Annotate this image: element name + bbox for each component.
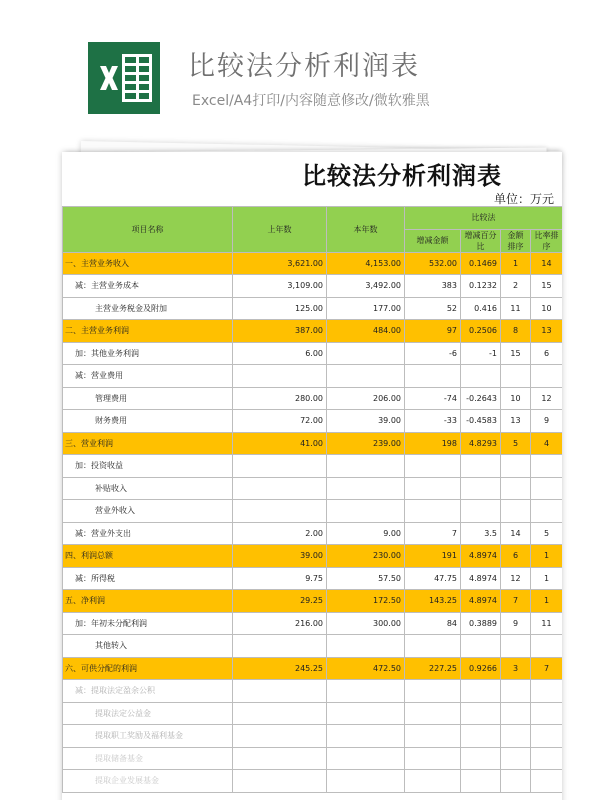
table-row (63, 387, 563, 410)
cell-item-name: 加：年初未分配利润 (63, 612, 233, 635)
cell-item-name: 减：提取法定盈余公积 (63, 680, 233, 703)
cell-change-amount (405, 477, 461, 500)
table-row (63, 522, 563, 545)
cell-change-percent: 0.1469 (461, 252, 501, 275)
cell-change-amount: 532.00 (405, 252, 461, 275)
cell-amount-rank: 1 (501, 252, 531, 275)
table-row (63, 747, 563, 770)
cell-amount-rank: 8 (501, 320, 531, 343)
table-row (63, 770, 563, 793)
page-header (0, 0, 600, 140)
cell-this-year: 472.50 (327, 657, 405, 680)
table-row (63, 410, 563, 433)
cell-item-name: 提取储备基金 (63, 747, 233, 770)
cell-rate-rank: 4 (531, 432, 563, 455)
cell-this-year: 177.00 (327, 297, 405, 320)
cell-change-amount: 143.25 (405, 590, 461, 613)
cell-change-percent: 4.8974 (461, 590, 501, 613)
cell-item-name: 减：主营业务成本 (63, 275, 233, 298)
cell-prev-year (233, 680, 327, 703)
cell-change-amount: 52 (405, 297, 461, 320)
cell-amount-rank (501, 365, 531, 388)
cell-item-name: 其他转入 (63, 635, 233, 658)
cell-prev-year: 9.75 (233, 567, 327, 590)
cell-change-percent (461, 725, 501, 748)
cell-amount-rank: 3 (501, 657, 531, 680)
cell-rate-rank (531, 702, 563, 725)
cell-item-name: 减：营业外支出 (63, 522, 233, 545)
cell-change-amount: 47.75 (405, 567, 461, 590)
col-header-rate-rank: 比率排序 (531, 229, 563, 252)
cell-amount-rank (501, 702, 531, 725)
cell-rate-rank (531, 455, 563, 478)
cell-change-amount: 227.25 (405, 657, 461, 680)
table-row (63, 657, 563, 680)
cell-rate-rank: 13 (531, 320, 563, 343)
cell-item-name: 六、可供分配的利润 (63, 657, 233, 680)
table-row (63, 365, 563, 388)
cell-prev-year (233, 702, 327, 725)
cell-change-percent: 0.3889 (461, 612, 501, 635)
table-row (63, 635, 563, 658)
cell-change-percent (461, 477, 501, 500)
cell-this-year (327, 500, 405, 523)
cell-prev-year: 3,621.00 (233, 252, 327, 275)
cell-change-amount (405, 500, 461, 523)
cell-change-amount: -6 (405, 342, 461, 365)
cell-change-amount (405, 725, 461, 748)
cell-change-percent: -0.4583 (461, 410, 501, 433)
cell-prev-year: 245.25 (233, 657, 327, 680)
cell-this-year: 4,153.00 (327, 252, 405, 275)
cell-change-amount: 191 (405, 545, 461, 568)
cell-this-year: 172.50 (327, 590, 405, 613)
cell-this-year (327, 680, 405, 703)
cell-rate-rank: 14 (531, 252, 563, 275)
cell-amount-rank: 6 (501, 545, 531, 568)
cell-prev-year: 3,109.00 (233, 275, 327, 298)
cell-change-amount (405, 365, 461, 388)
cell-amount-rank: 11 (501, 297, 531, 320)
cell-item-name: 五、净利润 (63, 590, 233, 613)
table-row (63, 432, 563, 455)
cell-rate-rank: 1 (531, 545, 563, 568)
cell-item-name: 减：营业费用 (63, 365, 233, 388)
cell-item-name: 加：其他业务利润 (63, 342, 233, 365)
table-row (63, 477, 563, 500)
cell-item-name: 提取企业发展基金 (63, 770, 233, 793)
cell-change-amount: 97 (405, 320, 461, 343)
cell-change-amount: -33 (405, 410, 461, 433)
cell-this-year (327, 725, 405, 748)
cell-this-year (327, 635, 405, 658)
cell-this-year (327, 702, 405, 725)
table-row (63, 590, 563, 613)
cell-change-percent: 4.8293 (461, 432, 501, 455)
cell-amount-rank (501, 725, 531, 748)
cell-prev-year: 72.00 (233, 410, 327, 433)
unit-label: 单位：万元 (494, 192, 555, 206)
col-header-comparison: 比较法 (405, 207, 563, 230)
cell-change-amount: 84 (405, 612, 461, 635)
cell-prev-year (233, 477, 327, 500)
cell-amount-rank: 15 (501, 342, 531, 365)
cell-this-year (327, 455, 405, 478)
cell-amount-rank (501, 500, 531, 523)
cell-item-name: 提取法定公益金 (63, 702, 233, 725)
cell-item-name: 减：所得税 (63, 567, 233, 590)
cell-this-year: 57.50 (327, 567, 405, 590)
cell-amount-rank: 12 (501, 567, 531, 590)
table-header-row (63, 207, 563, 230)
table-row (63, 342, 563, 365)
cell-prev-year: 6.00 (233, 342, 327, 365)
cell-change-percent (461, 635, 501, 658)
col-header-change-percent: 增减百分比 (461, 229, 501, 252)
cell-rate-rank: 12 (531, 387, 563, 410)
cell-item-name: 营业外收入 (63, 500, 233, 523)
cell-rate-rank (531, 747, 563, 770)
col-header-change-amount: 增减金额 (405, 229, 461, 252)
cell-this-year (327, 365, 405, 388)
cell-item-name: 三、营业利润 (63, 432, 233, 455)
cell-rate-rank: 6 (531, 342, 563, 365)
table-row (63, 702, 563, 725)
cell-change-amount (405, 747, 461, 770)
cell-rate-rank: 15 (531, 275, 563, 298)
table-row (63, 680, 563, 703)
table-row (63, 320, 563, 343)
cell-prev-year: 2.00 (233, 522, 327, 545)
cell-change-percent (461, 747, 501, 770)
cell-amount-rank: 14 (501, 522, 531, 545)
cell-item-name: 提取职工奖励及福利基金 (63, 725, 233, 748)
cell-change-percent (461, 702, 501, 725)
table-row (63, 297, 563, 320)
excel-logo-icon (88, 42, 160, 114)
cell-item-name: 主营业务税金及附加 (63, 297, 233, 320)
cell-prev-year (233, 725, 327, 748)
cell-prev-year (233, 770, 327, 793)
cell-item-name: 四、利润总额 (63, 545, 233, 568)
cell-item-name: 加：投资收益 (63, 455, 233, 478)
cell-this-year: 3,492.00 (327, 275, 405, 298)
cell-amount-rank (501, 635, 531, 658)
cell-amount-rank: 13 (501, 410, 531, 433)
app-subtitle: Excel/A4打印/内容随意修改/微软雅黑 (192, 93, 430, 109)
cell-change-percent: 0.2506 (461, 320, 501, 343)
cell-change-amount (405, 635, 461, 658)
cell-rate-rank (531, 680, 563, 703)
cell-change-amount (405, 680, 461, 703)
cell-this-year (327, 477, 405, 500)
cell-change-amount (405, 455, 461, 478)
cell-rate-rank: 1 (531, 567, 563, 590)
cell-rate-rank: 10 (531, 297, 563, 320)
col-header-prev-year: 上年数 (233, 207, 327, 253)
cell-amount-rank (501, 770, 531, 793)
cell-change-percent: 4.8974 (461, 545, 501, 568)
cell-amount-rank: 5 (501, 432, 531, 455)
cell-rate-rank: 5 (531, 522, 563, 545)
app-title: 比较法分析利润表 (188, 51, 420, 82)
cell-amount-rank (501, 477, 531, 500)
cell-amount-rank (501, 455, 531, 478)
cell-amount-rank: 9 (501, 612, 531, 635)
cell-rate-rank: 9 (531, 410, 563, 433)
cell-change-percent: -1 (461, 342, 501, 365)
cell-amount-rank (501, 747, 531, 770)
cell-rate-rank (531, 365, 563, 388)
cell-change-percent: 0.9266 (461, 657, 501, 680)
cell-prev-year: 216.00 (233, 612, 327, 635)
cell-this-year: 206.00 (327, 387, 405, 410)
table-row (63, 500, 563, 523)
cell-rate-rank (531, 500, 563, 523)
cell-change-percent (461, 455, 501, 478)
cell-rate-rank (531, 477, 563, 500)
cell-change-amount: -74 (405, 387, 461, 410)
cell-change-amount: 383 (405, 275, 461, 298)
table-row (63, 545, 563, 568)
cell-amount-rank: 7 (501, 590, 531, 613)
cell-this-year (327, 342, 405, 365)
cell-this-year: 9.00 (327, 522, 405, 545)
table-row (63, 455, 563, 478)
cell-prev-year: 280.00 (233, 387, 327, 410)
cell-change-percent: 4.8974 (461, 567, 501, 590)
cell-change-percent: 0.1232 (461, 275, 501, 298)
cell-change-amount: 198 (405, 432, 461, 455)
cell-prev-year (233, 365, 327, 388)
cell-prev-year (233, 635, 327, 658)
cell-this-year (327, 747, 405, 770)
cell-amount-rank: 2 (501, 275, 531, 298)
cell-this-year: 484.00 (327, 320, 405, 343)
table-row (63, 725, 563, 748)
cell-rate-rank: 1 (531, 590, 563, 613)
cell-prev-year: 125.00 (233, 297, 327, 320)
cell-prev-year (233, 500, 327, 523)
cell-item-name: 一、主营业务收入 (63, 252, 233, 275)
cell-rate-rank: 7 (531, 657, 563, 680)
cell-change-percent (461, 770, 501, 793)
spreadsheet-preview (62, 152, 562, 800)
cell-rate-rank (531, 725, 563, 748)
cell-change-percent (461, 365, 501, 388)
cell-change-percent: 3.5 (461, 522, 501, 545)
col-header-amount-rank: 金额排序 (501, 229, 531, 252)
cell-change-amount (405, 770, 461, 793)
table-row (63, 612, 563, 635)
table-row (63, 567, 563, 590)
cell-prev-year: 387.00 (233, 320, 327, 343)
cell-prev-year (233, 747, 327, 770)
cell-rate-rank (531, 635, 563, 658)
cell-item-name: 管理费用 (63, 387, 233, 410)
col-header-item-name: 项目名称 (63, 207, 233, 253)
cell-change-percent: 0.416 (461, 297, 501, 320)
cell-this-year: 300.00 (327, 612, 405, 635)
cell-change-amount (405, 702, 461, 725)
cell-this-year: 230.00 (327, 545, 405, 568)
cell-change-amount: 7 (405, 522, 461, 545)
table-row (63, 252, 563, 275)
cell-this-year: 239.00 (327, 432, 405, 455)
document-title: 比较法分析利润表 (302, 162, 502, 190)
cell-prev-year (233, 455, 327, 478)
income-statement-table (62, 206, 562, 793)
cell-item-name: 财务费用 (63, 410, 233, 433)
cell-change-percent (461, 680, 501, 703)
cell-this-year (327, 770, 405, 793)
cell-amount-rank: 10 (501, 387, 531, 410)
cell-prev-year: 29.25 (233, 590, 327, 613)
cell-prev-year: 39.00 (233, 545, 327, 568)
col-header-this-year: 本年数 (327, 207, 405, 253)
cell-rate-rank: 11 (531, 612, 563, 635)
cell-item-name: 补贴收入 (63, 477, 233, 500)
cell-item-name: 二、主营业务利润 (63, 320, 233, 343)
cell-amount-rank (501, 680, 531, 703)
cell-change-percent: -0.2643 (461, 387, 501, 410)
cell-rate-rank (531, 770, 563, 793)
cell-change-percent (461, 500, 501, 523)
cell-this-year: 39.00 (327, 410, 405, 433)
cell-prev-year: 41.00 (233, 432, 327, 455)
table-row (63, 275, 563, 298)
